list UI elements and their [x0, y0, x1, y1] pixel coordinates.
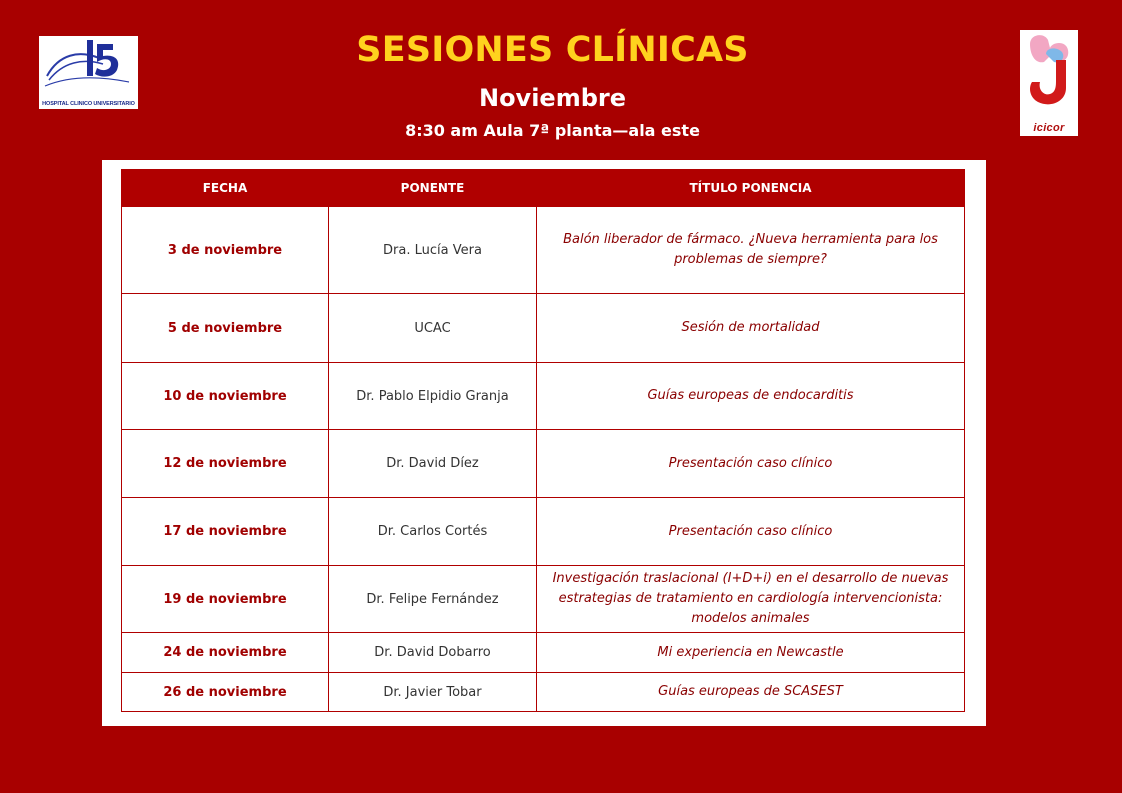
table-row	[122, 294, 965, 363]
table-row	[122, 566, 965, 633]
schedule-table	[121, 169, 965, 712]
table-row	[122, 498, 965, 566]
session-date: 24 de noviembre	[122, 633, 329, 673]
session-topic: Guías europeas de SCASEST	[537, 673, 965, 712]
session-date: 10 de noviembre	[122, 363, 329, 430]
table-row	[122, 430, 965, 498]
session-date: 19 de noviembre	[122, 566, 329, 633]
session-speaker: Dr. Javier Tobar	[329, 673, 537, 712]
icicor-caption: icicor	[1033, 122, 1065, 134]
session-speaker: Dr. Carlos Cortés	[329, 498, 537, 566]
session-speaker: Dr. Felipe Fernández	[329, 566, 537, 633]
table-row	[122, 207, 965, 294]
hospital-logo-caption: HOSPITAL CLINICO UNIVERSITARIO	[42, 101, 135, 107]
column-header-topic: TÍTULO PONENCIA	[537, 170, 965, 207]
session-date: 26 de noviembre	[122, 673, 329, 712]
column-header-speaker: PONENTE	[329, 170, 537, 207]
session-speaker: Dr. David Dobarro	[329, 633, 537, 673]
session-topic: Mi experiencia en Newcastle	[537, 633, 965, 673]
page-title: SESIONES CLÍNICAS	[356, 30, 749, 70]
session-date: 12 de noviembre	[122, 430, 329, 498]
session-topic: Presentación caso clínico	[537, 430, 965, 498]
schedule-panel	[102, 160, 986, 726]
session-topic: Guías europeas de endocarditis	[537, 363, 965, 430]
time-location: 8:30 am Aula 7ª planta—ala este	[405, 121, 700, 140]
session-date: 3 de noviembre	[122, 207, 329, 294]
table-row	[122, 673, 965, 712]
session-topic: Presentación caso clínico	[537, 498, 965, 566]
table-row	[122, 633, 965, 673]
session-speaker: Dr. Pablo Elpidio Granja	[329, 363, 537, 430]
month-subtitle: Noviembre	[478, 84, 627, 112]
table-row	[122, 363, 965, 430]
session-topic: Balón liberador de fármaco. ¿Nueva herramienta para los problemas de siempre?	[537, 207, 965, 294]
session-speaker: Dra. Lucía Vera	[329, 207, 537, 294]
session-date: 5 de noviembre	[122, 294, 329, 363]
session-speaker: UCAC	[329, 294, 537, 363]
session-speaker: Dr. David Díez	[329, 430, 537, 498]
session-topic: Investigación traslacional (I+D+i) en el desarrollo de nuevas estrategias de tratamiento en cardiología intervencionista: modelos animales	[537, 566, 965, 633]
column-header-date: FECHA	[122, 170, 329, 207]
table-header-row	[122, 170, 965, 207]
session-date: 17 de noviembre	[122, 498, 329, 566]
session-topic: Sesión de mortalidad	[537, 294, 965, 363]
